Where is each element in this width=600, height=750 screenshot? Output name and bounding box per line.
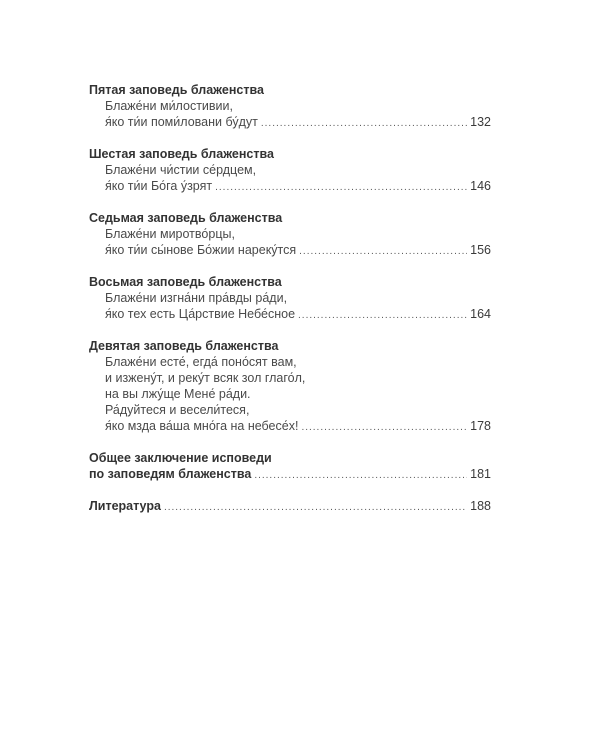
verse-line: Блаже́ни миротво́рцы, — [105, 227, 235, 241]
page-number: 146 — [470, 179, 491, 193]
page-number: 188 — [470, 499, 491, 513]
toc-entry[interactable] — [89, 242, 491, 260]
page-number: 181 — [470, 467, 491, 481]
toc-entry[interactable] — [89, 466, 491, 484]
verse-line: Блаже́ни ми́лостивии, — [105, 99, 233, 113]
section-heading: Седьмая заповедь блаженства — [89, 211, 283, 225]
toc-section-7 — [89, 210, 491, 260]
dot-leader — [261, 116, 467, 132]
section-heading: Литература — [89, 499, 161, 513]
toc-section-5 — [89, 82, 491, 132]
verse-line: Блаже́ни есте́, егда́ поно́сят вам, — [105, 355, 297, 369]
dot-leader — [299, 244, 467, 260]
verse-line: Блаже́ни чи́стии се́рдцем, — [105, 163, 257, 177]
verse-line: на вы лжу́ще Мене́ ра́ди. — [105, 387, 251, 401]
section-heading: Шестая заповедь блаженства — [89, 147, 274, 161]
toc-section-8 — [89, 274, 491, 324]
toc-section-9 — [89, 338, 491, 436]
toc-entry[interactable] — [89, 306, 491, 324]
verse-line-last: я́ко мзда ва́ша мно́га на небесе́х! — [105, 419, 299, 433]
page-number: 156 — [470, 243, 491, 257]
section-heading: Восьмая заповедь блаженства — [89, 275, 282, 289]
toc-section-literature — [89, 498, 491, 516]
dot-leader — [164, 500, 467, 516]
dot-leader — [301, 420, 467, 436]
section-heading: Девятая заповедь блаженства — [89, 339, 279, 353]
verse-line-last: я́ко ти́и Бо́га у́зрят — [105, 179, 213, 193]
toc-entry[interactable] — [89, 178, 491, 196]
dot-leader — [254, 468, 467, 484]
verse-line: Блаже́ни изгна́ни пра́вды ра́ди, — [105, 291, 288, 305]
verse-line-last: я́ко ти́и поми́ловани бу́дут — [105, 115, 258, 129]
toc-section-6 — [89, 146, 491, 196]
section-heading: Общее заключение исповеди — [89, 451, 272, 465]
toc-entry[interactable] — [89, 114, 491, 132]
section-heading: Пятая заповедь блаженства — [89, 83, 264, 97]
toc-entry[interactable] — [89, 418, 491, 436]
table-of-contents — [89, 82, 491, 530]
verse-line: и изжену́т, и реку́т всяк зол глаго́л, — [105, 371, 306, 385]
toc-entry[interactable] — [89, 498, 491, 516]
toc-section-conclusion — [89, 450, 491, 484]
page-number: 178 — [470, 419, 491, 433]
page-number: 132 — [470, 115, 491, 129]
dot-leader — [298, 308, 467, 324]
verse-line-last: я́ко ти́и сы́нове Бо́жии нареку́тся — [105, 243, 297, 257]
page-number: 164 — [470, 307, 491, 321]
verse-line: Ра́дуйтеся и весели́теся, — [105, 403, 250, 417]
verse-line-last: я́ко тех есть Ца́рствие Небе́сное — [105, 307, 296, 321]
dot-leader — [215, 180, 467, 196]
section-heading-continued: по заповедям блаженства — [89, 467, 252, 481]
